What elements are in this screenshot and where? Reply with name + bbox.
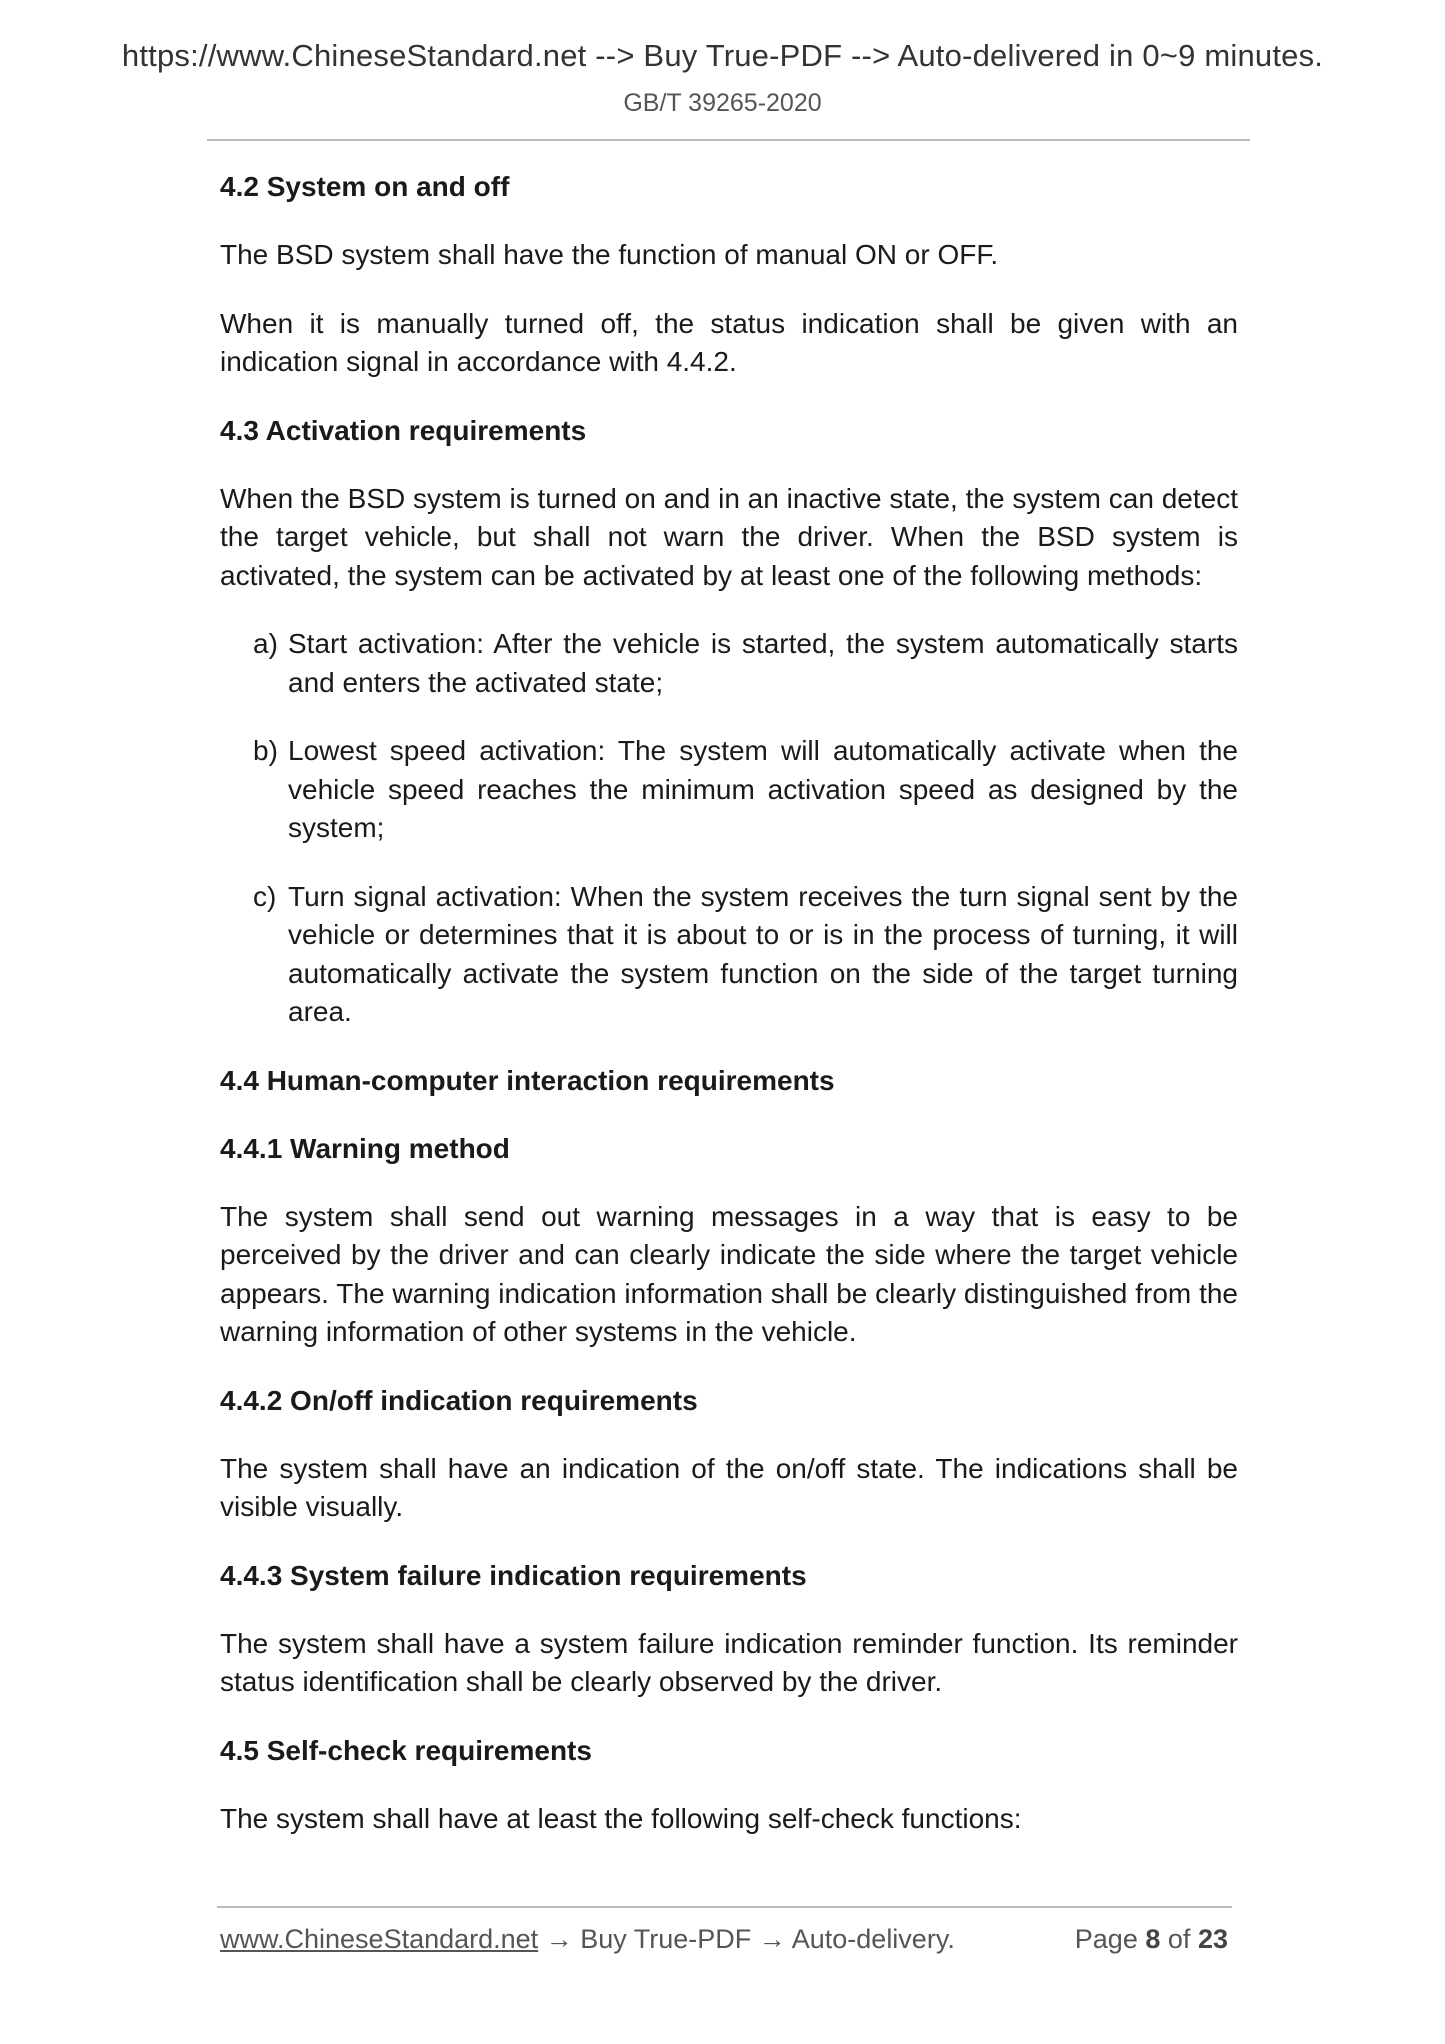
paragraph: The system shall have at least the following self-check functions: [220, 1802, 1022, 1834]
paragraph: The BSD system shall have the function of manual ON or OFF. [220, 239, 999, 270]
section-heading-4-4-3: 4.4.3 System failure indication requirements [220, 1559, 807, 1591]
section-heading-4-4-2: 4.4.2 On/off indication requirements [220, 1384, 698, 1416]
list-marker: c) [253, 880, 277, 912]
list-marker: b) [253, 735, 278, 766]
paragraph: The system shall send out warning messages in a way that is easy to be perceived by the driver and can clearly indicate the side where the target vehicle appears. The warning indication information shall be clearly distinguished from the warning information of other systems in the vehicle. [220, 1200, 1238, 1347]
page-label: Page [1074, 1924, 1138, 1954]
section-heading-4-5: 4.5 Self-check requirements [220, 1734, 592, 1766]
footer-left [220, 1924, 955, 1955]
paragraph: The system shall have a system failure indication reminder function. Its reminder status identification shall be clearly observed by the driver. [220, 1627, 1238, 1697]
paragraph: The system shall have an indication of the on/off state. The indications shall be visible visually. [220, 1452, 1238, 1522]
section-heading-4-4: 4.4 Human-computer interaction requirements [220, 1064, 835, 1096]
list-marker: a) [253, 628, 278, 659]
section-heading-4-4-1: 4.4.1 Warning method [220, 1132, 510, 1164]
page-total: 23 [1197, 1924, 1228, 1954]
document-body [220, 168, 1238, 1868]
list-item-a [253, 625, 1238, 702]
paragraph: When it is manually turned off, the status indication shall be given with an indication signal in accordance with 4.4.2. [220, 307, 1238, 377]
list-text: Start activation: After the vehicle is started, the system automatically starts and enters the activated state; [288, 628, 1238, 698]
page-current: 8 [1145, 1924, 1161, 1954]
footer-site-link[interactable]: www.ChineseStandard.net [220, 1924, 539, 1954]
paragraph: When the BSD system is turned on and in an inactive state, the system can detect the target vehicle, but shall not warn the driver. When the BSD system is activated, the system can be activated by at least one of the following methods: [220, 482, 1238, 591]
footer-tagline: → Buy True-PDF → Auto-delivery. [538, 1924, 955, 1954]
list-item-c [253, 878, 1238, 1032]
section-heading-4-3: 4.3 Activation requirements [220, 414, 587, 446]
page-indicator [1075, 1924, 1228, 1955]
header-divider [207, 139, 1250, 141]
list-item-b [253, 732, 1238, 848]
page-footer [220, 1924, 1228, 1955]
standard-code: GB/T 39265-2020 [623, 89, 822, 117]
top-banner: https://www.ChineseStandard.net --> Buy True-PDF --> Auto-delivered in 0~9 minutes. [121, 38, 1324, 73]
list-text: Turn signal activation: When the system receives the turn signal sent by the vehicle or determines that it is about to or is in the process of turning, it will automatically activate the system function on the side of the target turning area. [288, 880, 1238, 1027]
section-heading-4-2: 4.2 System on and off [220, 171, 510, 202]
footer-divider [217, 1906, 1232, 1908]
list-text: Lowest speed activation: The system will automatically activate when the vehicle speed reaches the minimum activation speed as designed by the system; [288, 735, 1238, 843]
page-of: of [1167, 1924, 1191, 1954]
